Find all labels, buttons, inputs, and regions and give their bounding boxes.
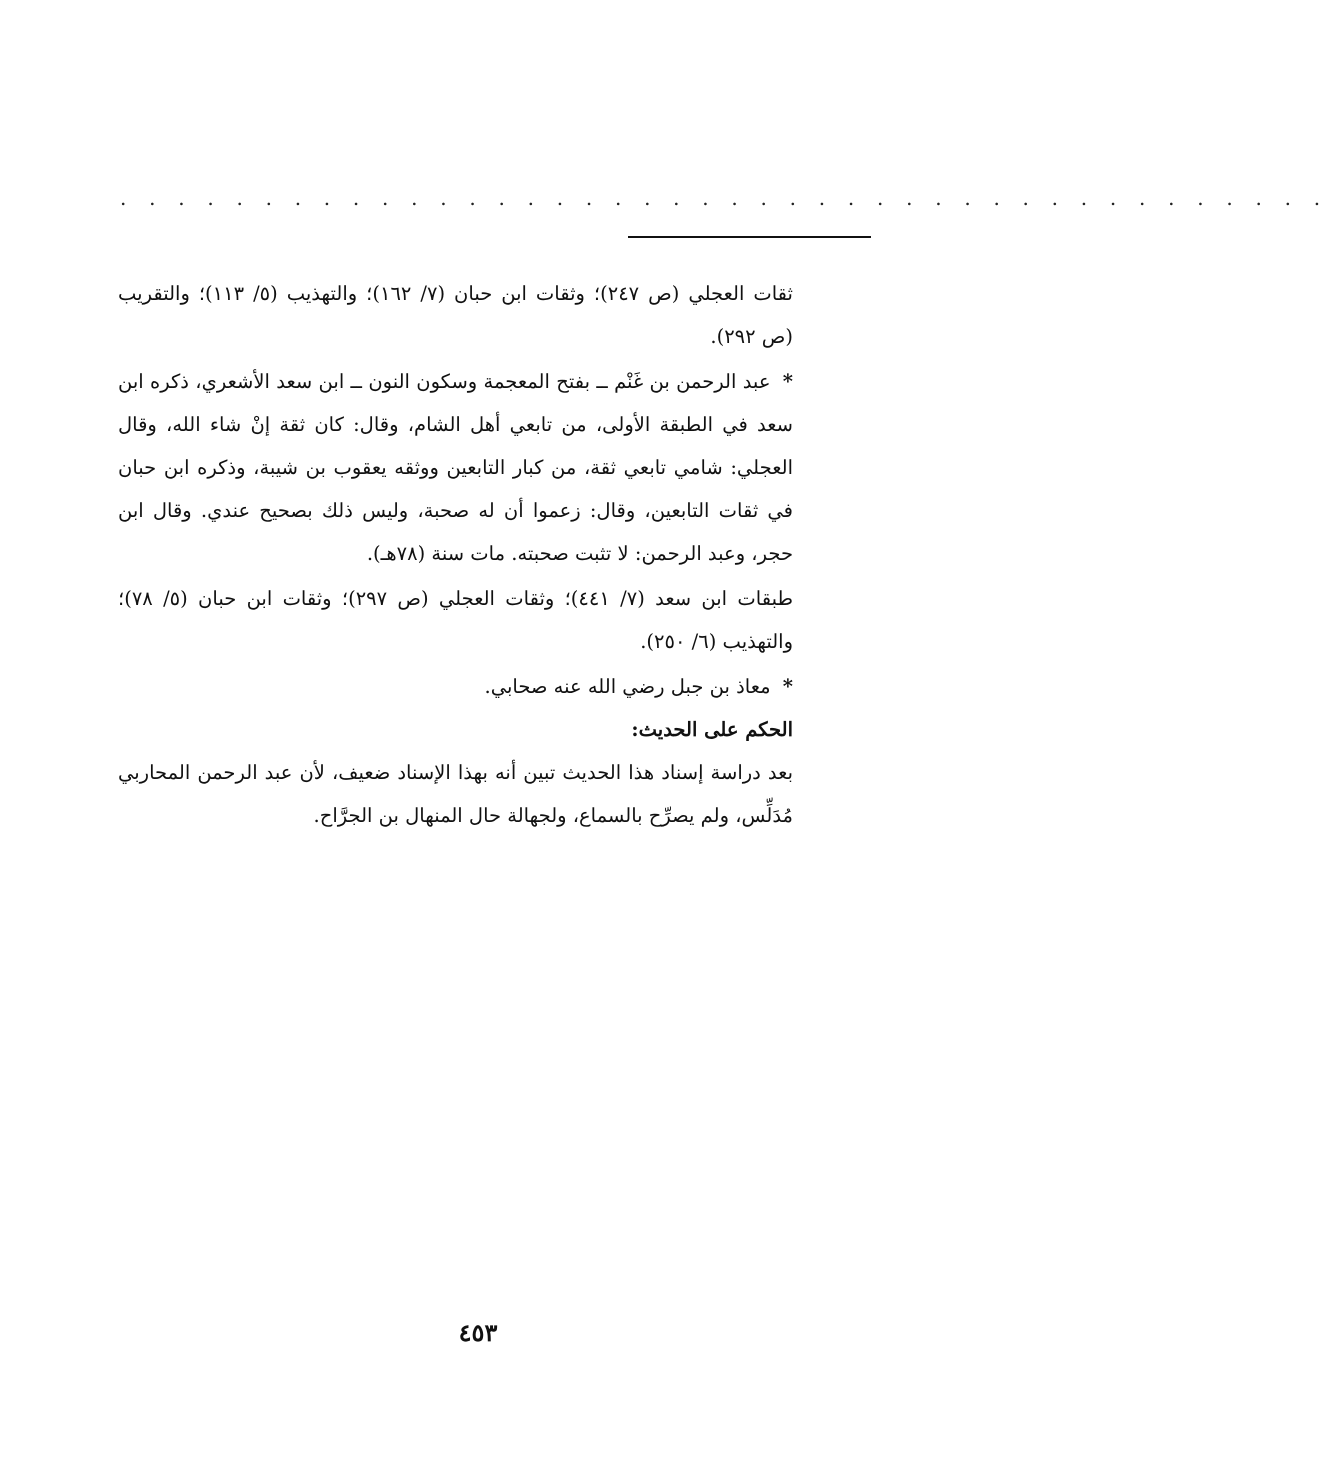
footnote-paragraph-3 — [118, 577, 793, 663]
footnote-rule — [628, 236, 871, 238]
section-heading: الحكم على الحديث: — [631, 718, 793, 741]
paragraph-text: ثقات العجلي (ص ٢٤٧)؛ وثقات ابن حبان (٧/ ١٦٢)؛ والتهذيب (٥/ ١١٣)؛ والتقريب (ص ٢٩٢). — [118, 282, 793, 348]
footnote-content — [118, 272, 793, 837]
paragraph-text: عبد الرحمن بن غَنْم ــ بفتح المعجمة وسكون النون ــ ابن سعد الأشعري، ذكره ابن سعد في الطبقة الأولى، من تابعي أهل الشام، وقال: كان ثقة إنْ شاء الله، وقال العجلي: شامي تابعي ثقة، من كبار التابعين ووثقه يعقوب بن شيبة، وذكره ابن حبان في ثقات التابعين، وقال: زعموا أن له صحبة، وليس ذلك بصحيح عندي. وقال ابن حجر، وعبد الرحمن: لا تثبت صحبته. مات سنة (٧٨هـ). — [118, 370, 793, 565]
footnote-paragraph-1 — [118, 272, 793, 358]
bullet-marker: * — [782, 370, 793, 393]
page-number: ٤٥٣ — [458, 1318, 498, 1347]
dotted-separator: . . . . . . . . . . . . . . . . . . . . . . . . . . . . . . . . . . . . . . . . . . — [120, 186, 1328, 210]
narrator-entry-abdulrahman — [118, 360, 793, 575]
paragraph-text: معاذ بن جبل رضي الله عنه صحابي. — [484, 675, 771, 698]
bullet-marker: * — [782, 675, 793, 698]
paragraph-text: طبقات ابن سعد (٧/ ٤٤١)؛ وثقات العجلي (ص ٢٩٧)؛ وثقات ابن حبان (٥/ ٧٨)؛ والتهذيب (٦/ ٢٥٠). — [118, 587, 793, 653]
conclusion-paragraph: بعد دراسة إسناد هذا الحديث تبين أنه بهذا الإسناد ضعيف، لأن عبد الرحمن المحاربي مُدَلِّس، ولم يصرِّح بالسماع، ولجهالة حال المنهال بن الجرَّاح. — [118, 761, 793, 827]
narrator-entry-muadh — [118, 665, 793, 708]
